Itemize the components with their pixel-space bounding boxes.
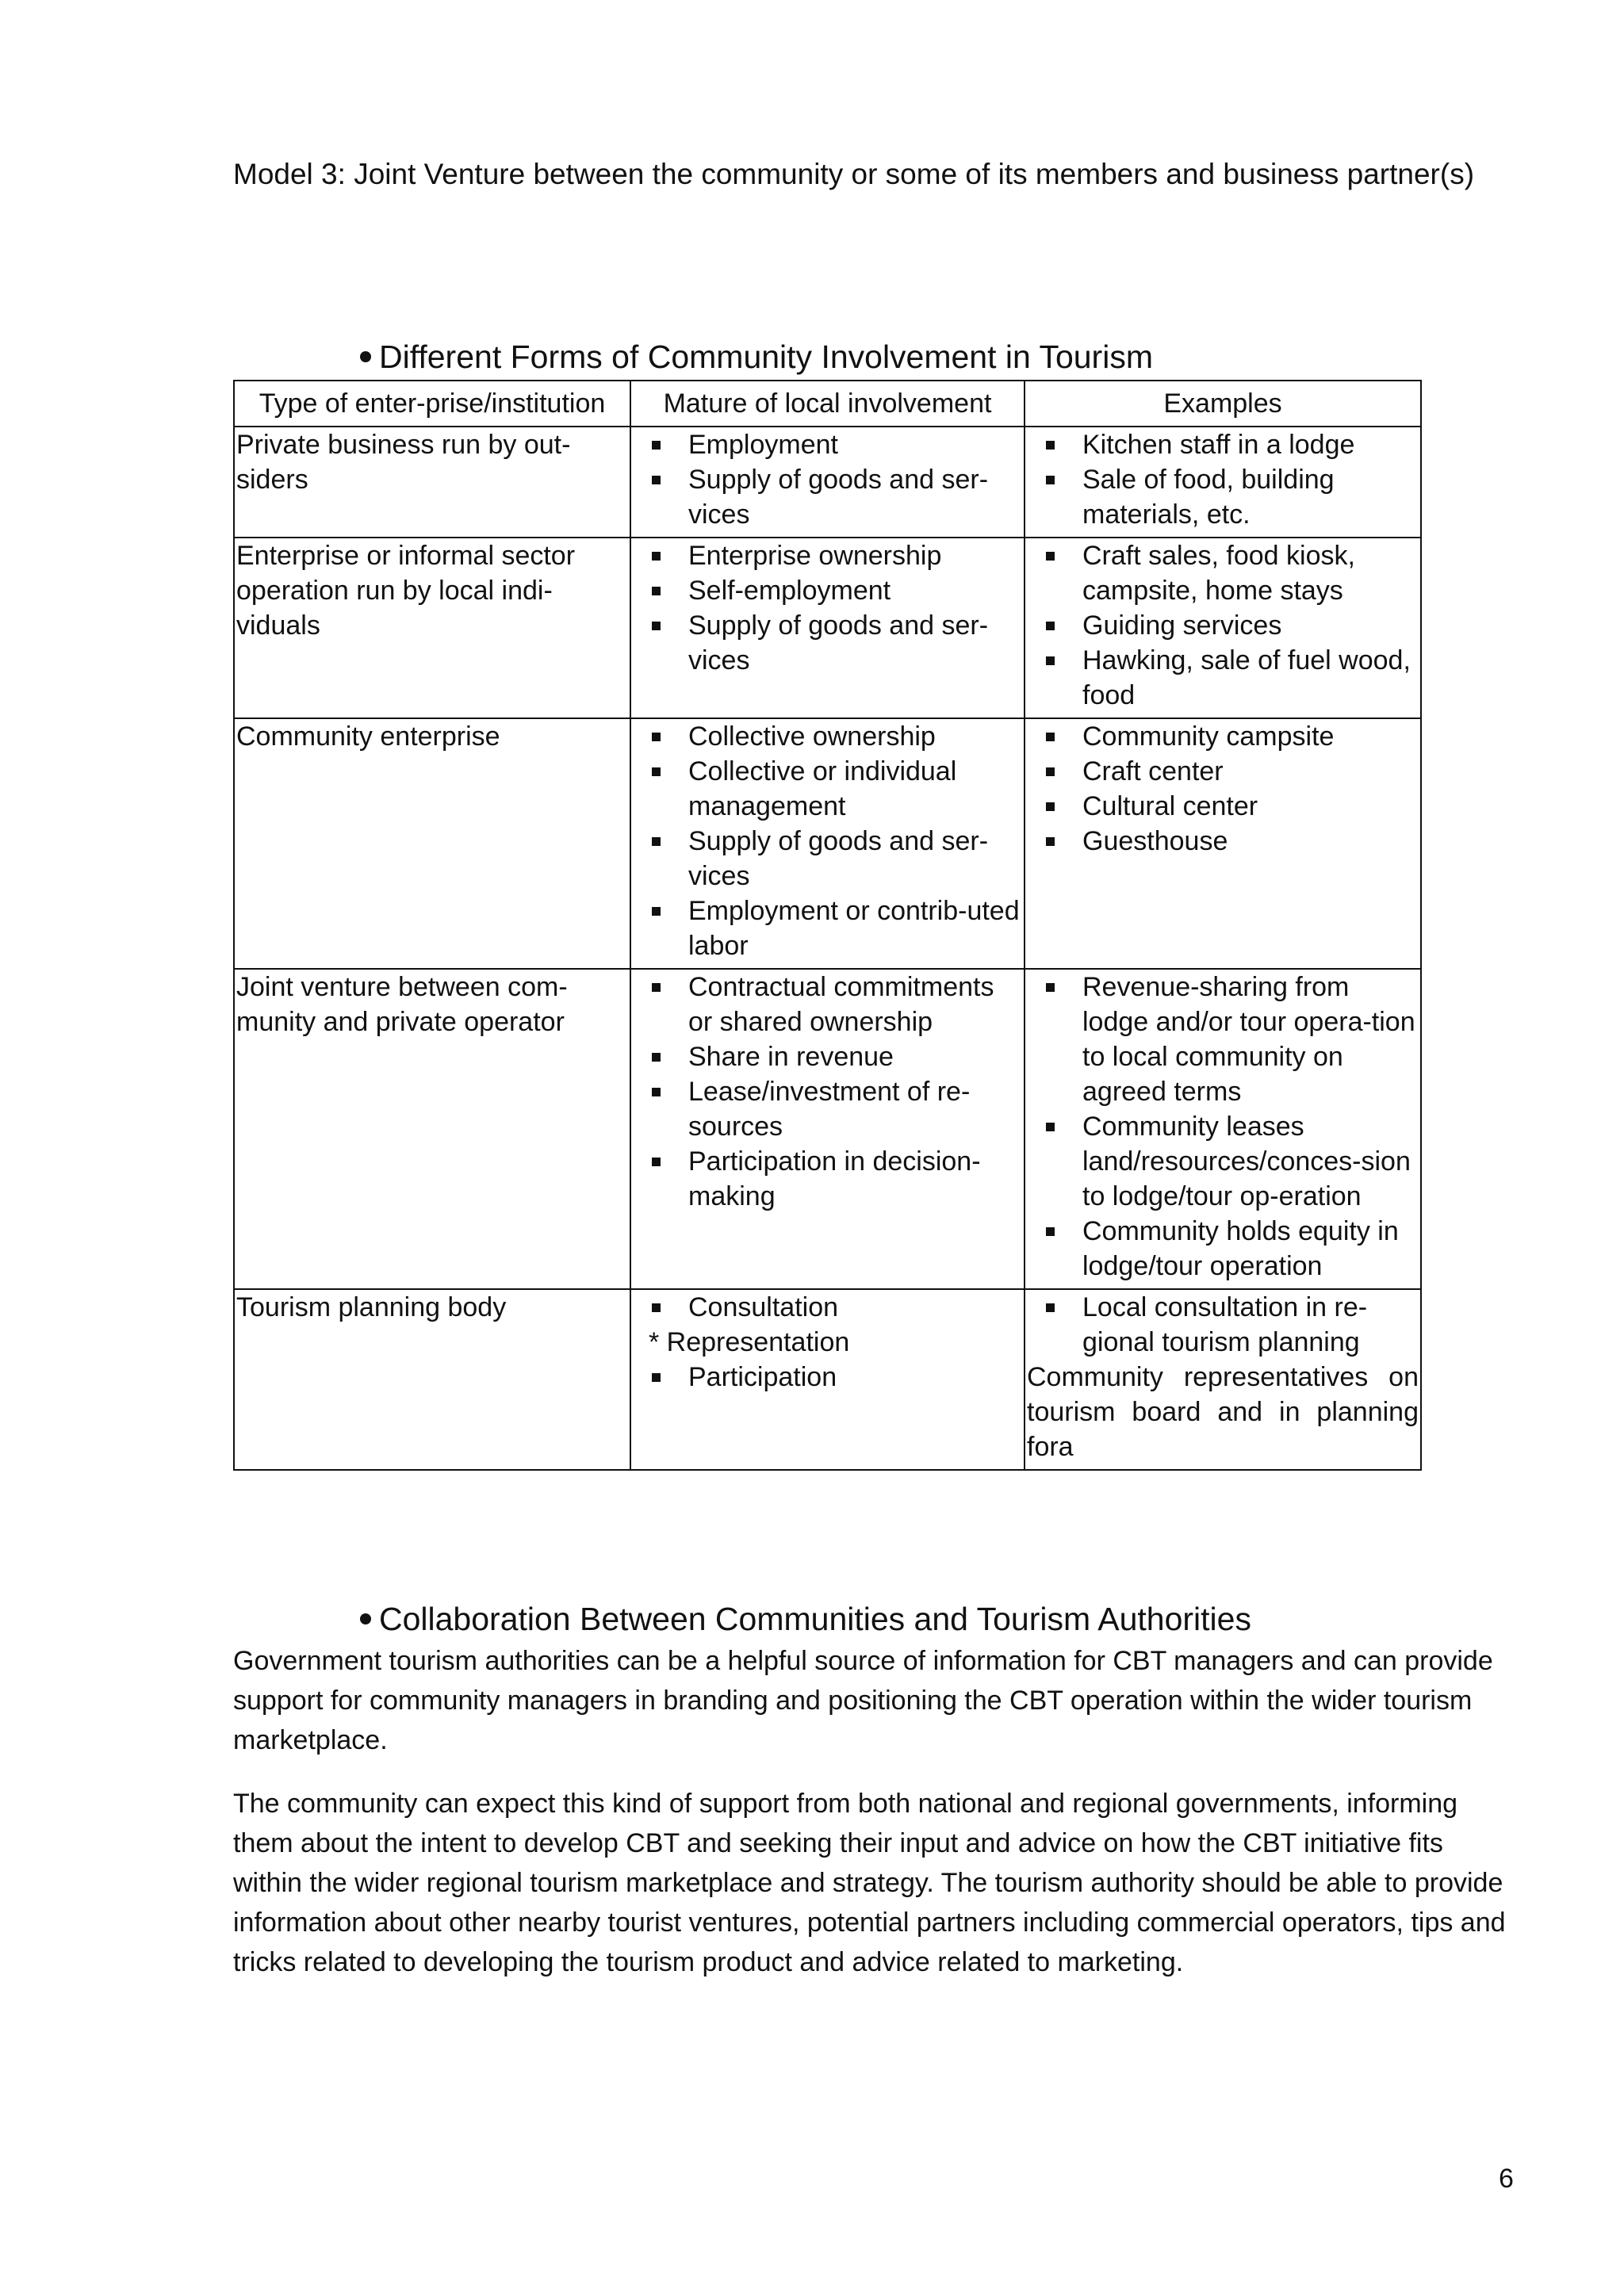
- table-row: [234, 1289, 1421, 1470]
- table-row: [234, 427, 1421, 538]
- bullet-dot-icon: [360, 1613, 371, 1624]
- list-item: Collective or individual management: [649, 754, 1022, 824]
- section-heading-community-involvement: [379, 336, 1153, 377]
- list-item: Supply of goods and ser-vices: [649, 462, 1022, 532]
- involvement-cell: [630, 718, 1025, 969]
- column-header-examples: Examples: [1025, 381, 1421, 427]
- list-item: Employment: [649, 427, 1022, 462]
- list-item: Contractual commitments or shared ownership: [649, 970, 1022, 1039]
- examples-cell: [1025, 969, 1421, 1289]
- list-item: Community holds equity in lodge/tour operation: [1043, 1214, 1419, 1284]
- list-item: Craft center: [1043, 754, 1419, 789]
- examples-text: Community representatives on tourism board and in planning fora: [1027, 1362, 1419, 1462]
- list-item: Self-employment: [649, 573, 1022, 608]
- table-row: [234, 969, 1421, 1289]
- section-heading-collaboration: [379, 1598, 1251, 1640]
- list-item: Community campsite: [1043, 719, 1419, 754]
- list-item: Guesthouse: [1043, 824, 1419, 859]
- type-cell: Private business run by out-siders: [234, 427, 630, 538]
- table-header-row: [234, 381, 1421, 427]
- involvement-cell: [630, 427, 1025, 538]
- list-item: Lease/investment of re-sources: [649, 1074, 1022, 1144]
- section-heading-text: Collaboration Between Communities and Tourism Authorities: [379, 1601, 1251, 1637]
- page-number: 6: [1499, 2164, 1514, 2194]
- list-item: Local consultation in re-gional tourism planning: [1043, 1290, 1419, 1360]
- type-cell: Joint venture between com-munity and private operator: [234, 969, 630, 1289]
- examples-cell: [1025, 1289, 1421, 1470]
- column-header-type: Type of enter-prise/institution: [234, 381, 630, 427]
- examples-cell: [1025, 538, 1421, 718]
- list-item: Share in revenue: [649, 1039, 1022, 1074]
- list-item: Consultation: [649, 1290, 1022, 1325]
- column-header-involvement: Mature of local involvement: [630, 381, 1025, 427]
- list-item: Supply of goods and ser-vices: [649, 608, 1022, 678]
- involvement-cell: [630, 538, 1025, 718]
- section-heading-text: Different Forms of Community Involvement in Tourism: [379, 339, 1153, 375]
- list-item: Craft sales, food kiosk, campsite, home stays: [1043, 538, 1419, 608]
- bullet-dot-icon: [360, 351, 371, 362]
- list-item: Participation: [649, 1360, 1022, 1395]
- involvement-cell: [630, 1289, 1025, 1470]
- involvement-cell: [630, 969, 1025, 1289]
- paragraph-2: The community can expect this kind of support from both national and regional governments, informing them about the intent to develop CBT and seeking their input and advice on how the CBT initiative fits within the wider regional tourism marketplace and strategy. The tourism authority should be able to provide information about other nearby tourist ventures, potential partners including commercial operators, tips and tricks related to developing the tourism product and advice related to marketing.: [233, 1789, 1506, 1977]
- type-cell: Community enterprise: [234, 718, 630, 969]
- table-row: [234, 718, 1421, 969]
- table-row: [234, 538, 1421, 718]
- type-cell: Tourism planning body: [234, 1289, 630, 1470]
- examples-cell: [1025, 427, 1421, 538]
- list-item: Kitchen staff in a lodge: [1043, 427, 1419, 462]
- paragraph-1: Government tourism authorities can be a helpful source of information for CBT managers and can provide support for community managers in branding and positioning the CBT operation within the wider tourism marketplace.: [233, 1646, 1493, 1755]
- list-item: Sale of food, building materials, etc.: [1043, 462, 1419, 532]
- list-item: Collective ownership: [649, 719, 1022, 754]
- list-item: Participation in decision-making: [649, 1144, 1022, 1214]
- community-involvement-table: [233, 380, 1422, 1471]
- examples-cell: [1025, 718, 1421, 969]
- list-item: * Representation: [649, 1327, 850, 1357]
- list-item: Revenue-sharing from lodge and/or tour opera-tion to local community on agreed terms: [1043, 970, 1419, 1109]
- list-item: Guiding services: [1043, 608, 1419, 643]
- list-item: Supply of goods and ser-vices: [649, 824, 1022, 894]
- type-cell: Enterprise or informal sector operation run by local indi-viduals: [234, 538, 630, 718]
- list-item: Enterprise ownership: [649, 538, 1022, 573]
- list-item: Hawking, sale of fuel wood, food: [1043, 643, 1419, 713]
- list-item: Employment or contrib-uted labor: [649, 894, 1022, 963]
- list-item: Community leases land/resources/conces-sion to lodge/tour op-eration: [1043, 1109, 1419, 1214]
- model-title: Model 3: Joint Venture between the community or some of its members and business partner(s): [233, 158, 1475, 190]
- list-item: Cultural center: [1043, 789, 1419, 824]
